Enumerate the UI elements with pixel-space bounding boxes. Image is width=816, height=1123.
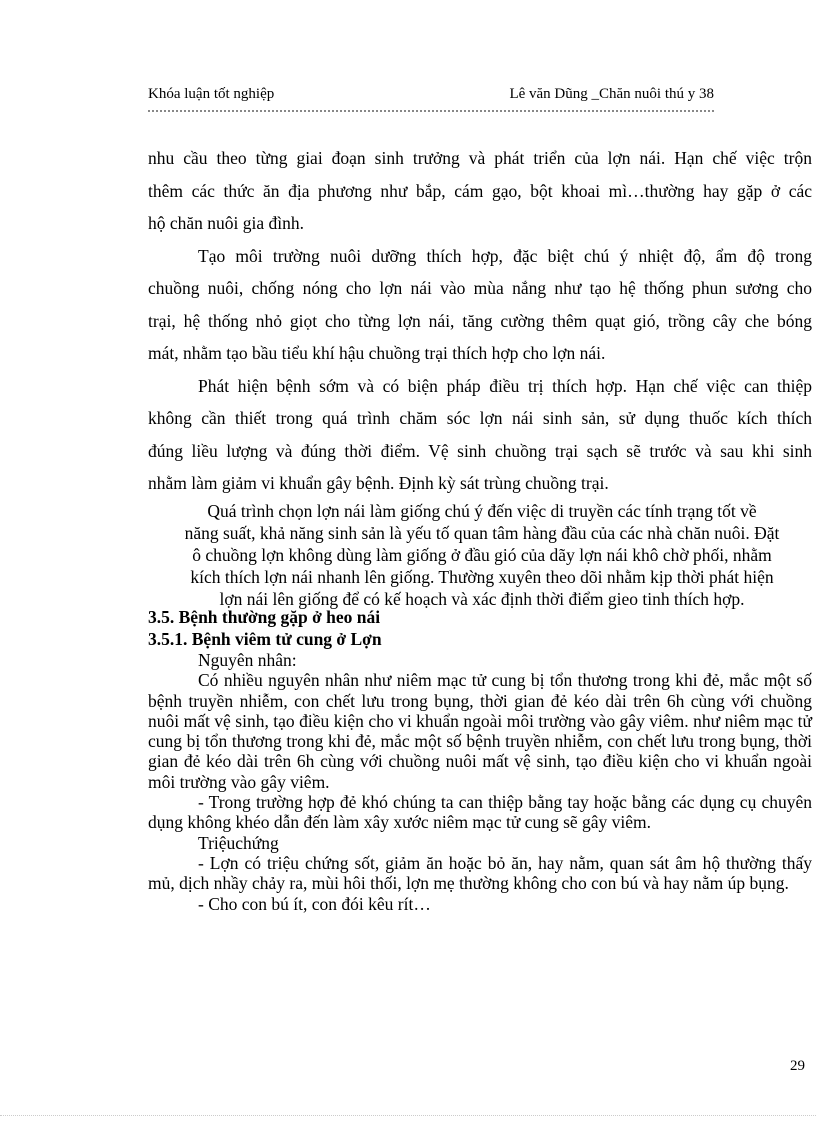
symptom-bullet: - Cho con bú ít, con đói kêu rít… [198, 893, 431, 914]
header-divider [148, 110, 714, 112]
text-line: đúng liều lượng và đúng thời điểm. Vệ sinh chuồng trại sạch sẽ trước và sau khi sinh [148, 440, 812, 461]
text-line: Tạo môi trường nuôi dưỡng thích hợp, đặc biệt chú ý nhiệt độ, ẩm độ trong [198, 245, 812, 266]
disease-section [148, 606, 812, 914]
text-line: Quá trình chọn lợn nái làm giống chú ý đến việc di truyền các tính trạng tốt về [207, 501, 757, 521]
selection-paragraph [150, 500, 814, 610]
footer-divider [0, 1115, 816, 1116]
header-thesis-title: Khóa luận tốt nghiệp [148, 86, 275, 102]
body-text [148, 142, 812, 500]
section-heading: 3.5. Bệnh thường gặp ở heo nái [148, 607, 381, 627]
text-line: mát, nhằm tạo bầu tiểu khí hậu chuồng trại thích hợp cho lợn nái. [148, 343, 606, 363]
page-header [148, 86, 714, 108]
text-line: hộ chăn nuôi gia đình. [148, 213, 305, 233]
text-line: trại, hệ thống nhỏ giọt cho từng lợn nái, tăng cường thêm quạt gió, trồng cây che bóng [148, 310, 812, 331]
symptom-bullet: - Lợn có triệu chứng sốt, giảm ăn hoặc bỏ ăn, hay nằm, quan sát âm hộ thường thấy mủ, dịch nhầy chảy ra, mùi hôi thối, lợn mẹ thường không cho con bú và hay nằm úp bụng. [148, 852, 812, 894]
cause-label: Nguyên nhân: [198, 650, 297, 670]
page-number: 29 [790, 1058, 805, 1074]
text-line: ô chuồng lợn không dùng làm giống ở đầu gió của dãy lợn nái khô chờ phối, nhằm [192, 545, 772, 565]
subsection-heading: 3.5.1. Bệnh viêm tử cung ở Lợn [148, 629, 382, 649]
text-line: lợn nái lên giống để có kế hoạch và xác định thời điểm gieo tinh thích hợp. [219, 589, 745, 609]
text-line: chuồng nuôi, chống nóng cho lợn nái vào mùa nắng như tạo hệ thống phun sương cho [148, 278, 812, 298]
header-author: Lê văn Dũng _Chăn nuôi thú y 38 [509, 86, 714, 102]
text-line: không cần thiết trong quá trình chăm sóc lợn nái sinh sản, sử dụng thuốc kích thích [148, 408, 812, 428]
symptom-label: Triệuchứng [198, 832, 279, 853]
text-line: năng suất, khả năng sinh sản là yếu tố quan tâm hàng đầu của các nhà chăn nuôi. Đặt [184, 523, 780, 543]
text-line: nhu cầu theo từng giai đoạn sinh trưởng và phát triển của lợn nái. Hạn chế việc trộn [148, 148, 812, 168]
cause-paragraph: Có nhiều nguyên nhân như niêm mạc tử cung bị tổn thương trong khi đẻ, mắc một số bệnh truyền nhiễm, con chết lưu trong bụng, thời gian đẻ kéo dài trên 6h cùng với chuồng nuôi mất vệ sinh, tạo điều kiện cho vi khuẩn ngoài môi trường vào gây viêm. như niêm mạc tử cung bị tổn thương trong khi đẻ, mắc một số bệnh truyền nhiễm, con chết lưu trong bụng, thời gian đẻ kéo dài trên 6h cùng với chuồng nuôi mất vệ sinh, tạo điều kiện cho vi khuẩn ngoài môi trường vào gây viêm. [148, 670, 812, 792]
cause-bullet: - Trong trường hợp đẻ khó chúng ta can thiệp bằng tay hoặc bằng các dụng cụ chuyên dụng không khéo dẫn đến làm xây xước niêm mạc tử cung sẽ gây viêm. [148, 792, 812, 833]
text-line: kích thích lợn nái nhanh lên giống. Thường xuyên theo dõi nhằm kịp thời phát hiện [190, 567, 774, 587]
text-line: Phát hiện bệnh sớm và có biện pháp điều trị thích hợp. Hạn chế việc can thiệp [198, 375, 812, 396]
text-line: thêm các thức ăn địa phương như bắp, cám gạo, bột khoai mì…thường hay gặp ở các [148, 180, 812, 201]
text-line: nhằm làm giảm vi khuẩn gây bệnh. Định kỳ sát trùng chuồng trại. [148, 473, 609, 493]
